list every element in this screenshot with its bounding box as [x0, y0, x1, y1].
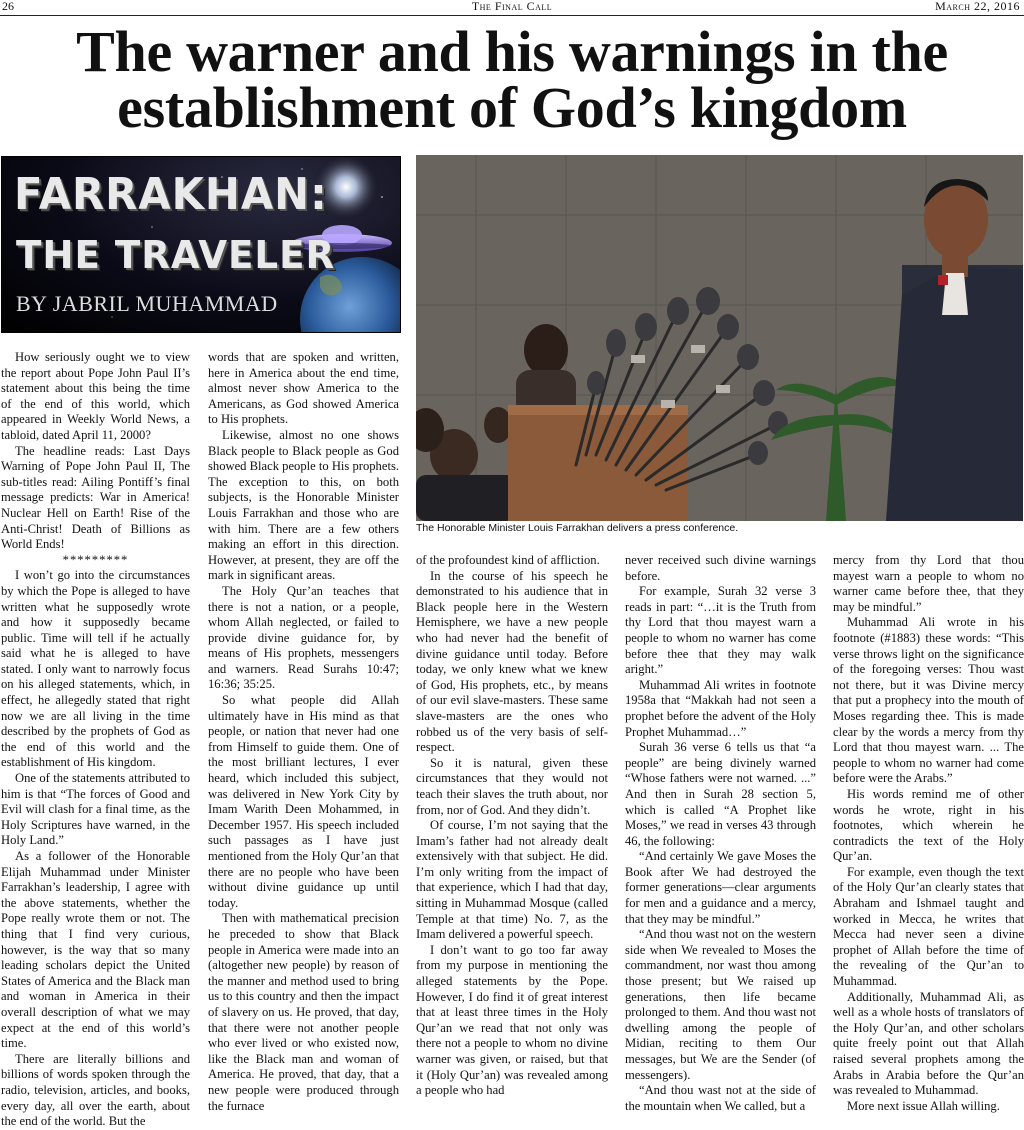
- paragraph: of the profoundest kind of affliction.: [416, 553, 600, 567]
- photo-illustration: [416, 155, 1023, 521]
- photo-caption: The Honorable Minister Louis Farrakhan delivers a press conference.: [416, 522, 739, 534]
- paragraph: never received such divine warnings before.: [625, 553, 816, 583]
- headline-line-2: establishment of God’s kingdom: [117, 75, 907, 140]
- paragraph: I don’t want to go too far away from my purpose in mentioning the alleged statements by the Pope. However, I do find it of great interest that at least three times in the Holy Qur’an we read that not only was there not a people to whom no divine warner was given, or raised, but that it (Holy Qur’an) was revealed among a people who had: [416, 942, 608, 1098]
- headline: [0, 19, 1024, 140]
- paragraph: “And certainly We gave Moses the Book after We had destroyed the former generations—clear arguments for men and a guidance and a mercy, that they may be mindful.”: [625, 849, 816, 926]
- paragraph: “And thou wast not at the side of the mountain when We called, but a: [625, 1083, 816, 1113]
- paragraph: The headline reads: Last Days Warning of Pope John Paul II, The sub-titles read: Ailing Pontiff’s final message predicts: War in America! Nuclear Hell on Earth! Rise of the Anti-Christ! Death of Billions as World Ends!: [1, 443, 190, 552]
- section-divider: *********: [62, 552, 129, 567]
- paragraph: Muhammad Ali writes in footnote 1958a that “Makkah had not seen a prophet before the advent of the Holy Prophet Muhammad…”: [625, 677, 816, 739]
- press-conference-photo: [416, 155, 1023, 521]
- paragraph: words that are spoken and written, here in America about the end time, almost never show America to the Americans, as God showed America to His prophets.: [208, 350, 399, 427]
- paragraph: “And thou wast not on the western side when We revealed to Moses the commandment, nor wast thou among those present; but We raised up generations, then life became prolonged to them. And thou wast not dwelling among the people of Midian, reciting to them Our messages, but We are the Sender (of messengers).: [625, 927, 816, 1082]
- paragraph: Muhammad Ali wrote in his footnote (#1883) these words: “This verse throws light on the significance of the foregoing verses: Thou wast not there, but it was Divine mercy that put a prophecy into the mouth of Moses regarding thee. This is made clear by the words a mercy from thy Lord that thou mayest warn. ... The people to whom no warner had come before were the Arabs.”: [833, 615, 1024, 786]
- banner-byline: BY JABRIL MUHAMMAD: [16, 291, 278, 316]
- paragraph: So what people did Allah ultimately have in His mind as that people, or nation that never had one from Himself to guide them. One of the most brilliant lectures, I ever heard, which included this subject, was delivered in New York City by Imam Warith Deen Mohammed, in December 1957. His speech included such passages as I have just mentioned from the Holy Qur’an that there are no people who have been without divine guidance up until today.: [208, 693, 399, 910]
- article-column-3: [416, 553, 608, 1099]
- paragraph: His words remind me of other words he wrote, right in his footnotes, which wherein he contradicts the text of the Holy Qur’an.: [833, 786, 1024, 864]
- article-column-1: [1, 350, 190, 1130]
- article-column-5: [833, 553, 1024, 1114]
- headline-line-1: The warner and his warnings in the: [76, 19, 948, 84]
- issue-date: March 22, 2016: [935, 0, 1020, 13]
- paragraph: In the course of his speech he demonstrated to his audience that in Black people here in the Western Hemisphere, we have a new people who had never had the benefit of divine guidance until today. Before today, we only knew what we knew of God, His prophets, etc., by means of our evil slave-masters. These same slave-masters are the ones who robbed us of the very basis of self-respect.: [416, 568, 608, 755]
- paragraph: More next issue Allah willing.: [847, 1098, 1000, 1113]
- article-column-4: [625, 553, 816, 1114]
- paragraph: For example, Surah 32 verse 3 reads in part: “…it is the Truth from thy Lord that thou mayest warn a people to whom no warner has come before thee that they may walk aright.”: [625, 584, 816, 677]
- paragraph: For example, even though the text of the Holy Qur’an clearly states that Abraham and Ishmael taught and worked in Mecca, he writes that Mecca had never seen a divine prophet of Allah before the time of the revealing of the Qur’an to Muhammad.: [833, 864, 1024, 989]
- paragraph: I won’t go into the circumstances by which the Pope is alleged to have written what he supposedly wrote and how it supposedly became public. Time will tell if he actually said what he is alleged to have stated. I only want to narrowly focus on his alleged statements, which, in effect, he allegedly stated that right now we are all living in the time described by the prophets of God as the end of this world and the establishment of His kingdom.: [1, 568, 190, 770]
- paragraph: So it is natural, given these circumstances that they would not teach their slaves the truth about, nor from, nor of God. And they didn’t.: [416, 755, 608, 817]
- article-column-2: [208, 350, 399, 1114]
- banner-title-line-2: THE TRAVELER: [16, 233, 336, 277]
- page-number: 26: [2, 0, 14, 13]
- paragraph: Of course, I’m not saying that the Imam’s father had not already dealt extensively with that subject. He did. I’m only writing from the impact of that experience, which I had that day, sitting in Muhammad Mosque (called Temple at that time) No. 7, as the Imam delivered a powerful speech.: [416, 818, 608, 942]
- paragraph: One of the statements attributed to him is that “The forces of Good and Evil will clash for a final time, as the Holy Scriptures have warned, in the Holy Land.”: [1, 771, 190, 848]
- paragraph: Likewise, almost no one shows Black people to Black people as God showed Black people to His prophets. The exception to this, on both subjects, is the Honorable Minister Louis Farrakhan and those who are with him. There are a few others making an effort in this direction. However, at present, they are off the mark in significant areas.: [208, 427, 399, 583]
- publication-name: The Final Call: [471, 0, 553, 13]
- paragraph: Then with mathematical precision he preceded to show that Black people in America were made into an (altogether new people) by reason of the manner and method used to bring us to this country and then the impact of slavery on us. He proved, that day, that there were not another people who ever lived or who existed now, like the Black man and woman of America. He proved, that day, that a new people were produced through the furnace: [208, 911, 399, 1113]
- paragraph: How seriously ought we to view the report about Pope John Paul II’s statement about this being the time of the end of this world, which appeared in Weekly World News, a tabloid, dated April 11, 2000?: [1, 350, 190, 442]
- paragraph: Additionally, Muhammad Ali, as well as a whole hosts of translators of the Holy Qur’an, and other scholars quite freely point out that Allah raised several prophets among the Arabs in Arabia before the Qur’an was revealed to Muhammad.: [833, 989, 1024, 1098]
- column-banner: [1, 156, 401, 333]
- paragraph: The Holy Qur’an teaches that there is not a nation, or a people, whom Allah neglected, or failed to provide divine guidance for, by means of His prophets, messengers and warners. Read Surahs 10:47; 16:36; 35:25.: [208, 583, 399, 692]
- banner-title-line-1: FARRAKHAN:: [14, 169, 328, 220]
- paragraph: Surah 36 verse 6 tells us that “a people” are being divinely warned “Whose fathers were not warned. ...” And then in Surah 28 section 5, which is called “A Prophet like Moses,” we read in verses 43 through 46, the following:: [625, 740, 816, 848]
- paragraph: There are literally billions and billions of words spoken through the radio, television, articles, and books, every day, all over the earth, about the end of the world. But the: [1, 1051, 190, 1129]
- folio-bar: [0, 0, 1024, 16]
- paragraph: mercy from thy Lord that thou mayest warn a people to whom no warner came before thee, that they may be mindful.”: [833, 553, 1024, 614]
- paragraph: As a follower of the Honorable Elijah Muhammad under Minister Farrakhan’s leadership, I agree with the above statements, whether the Pope really wrote them or not. The thing that I find very curious, however, is the way that so many leading scholars depict the United States of America and the Black man and woman in America in their overall description of what we may expect at the end of this world’s time.: [1, 849, 190, 1051]
